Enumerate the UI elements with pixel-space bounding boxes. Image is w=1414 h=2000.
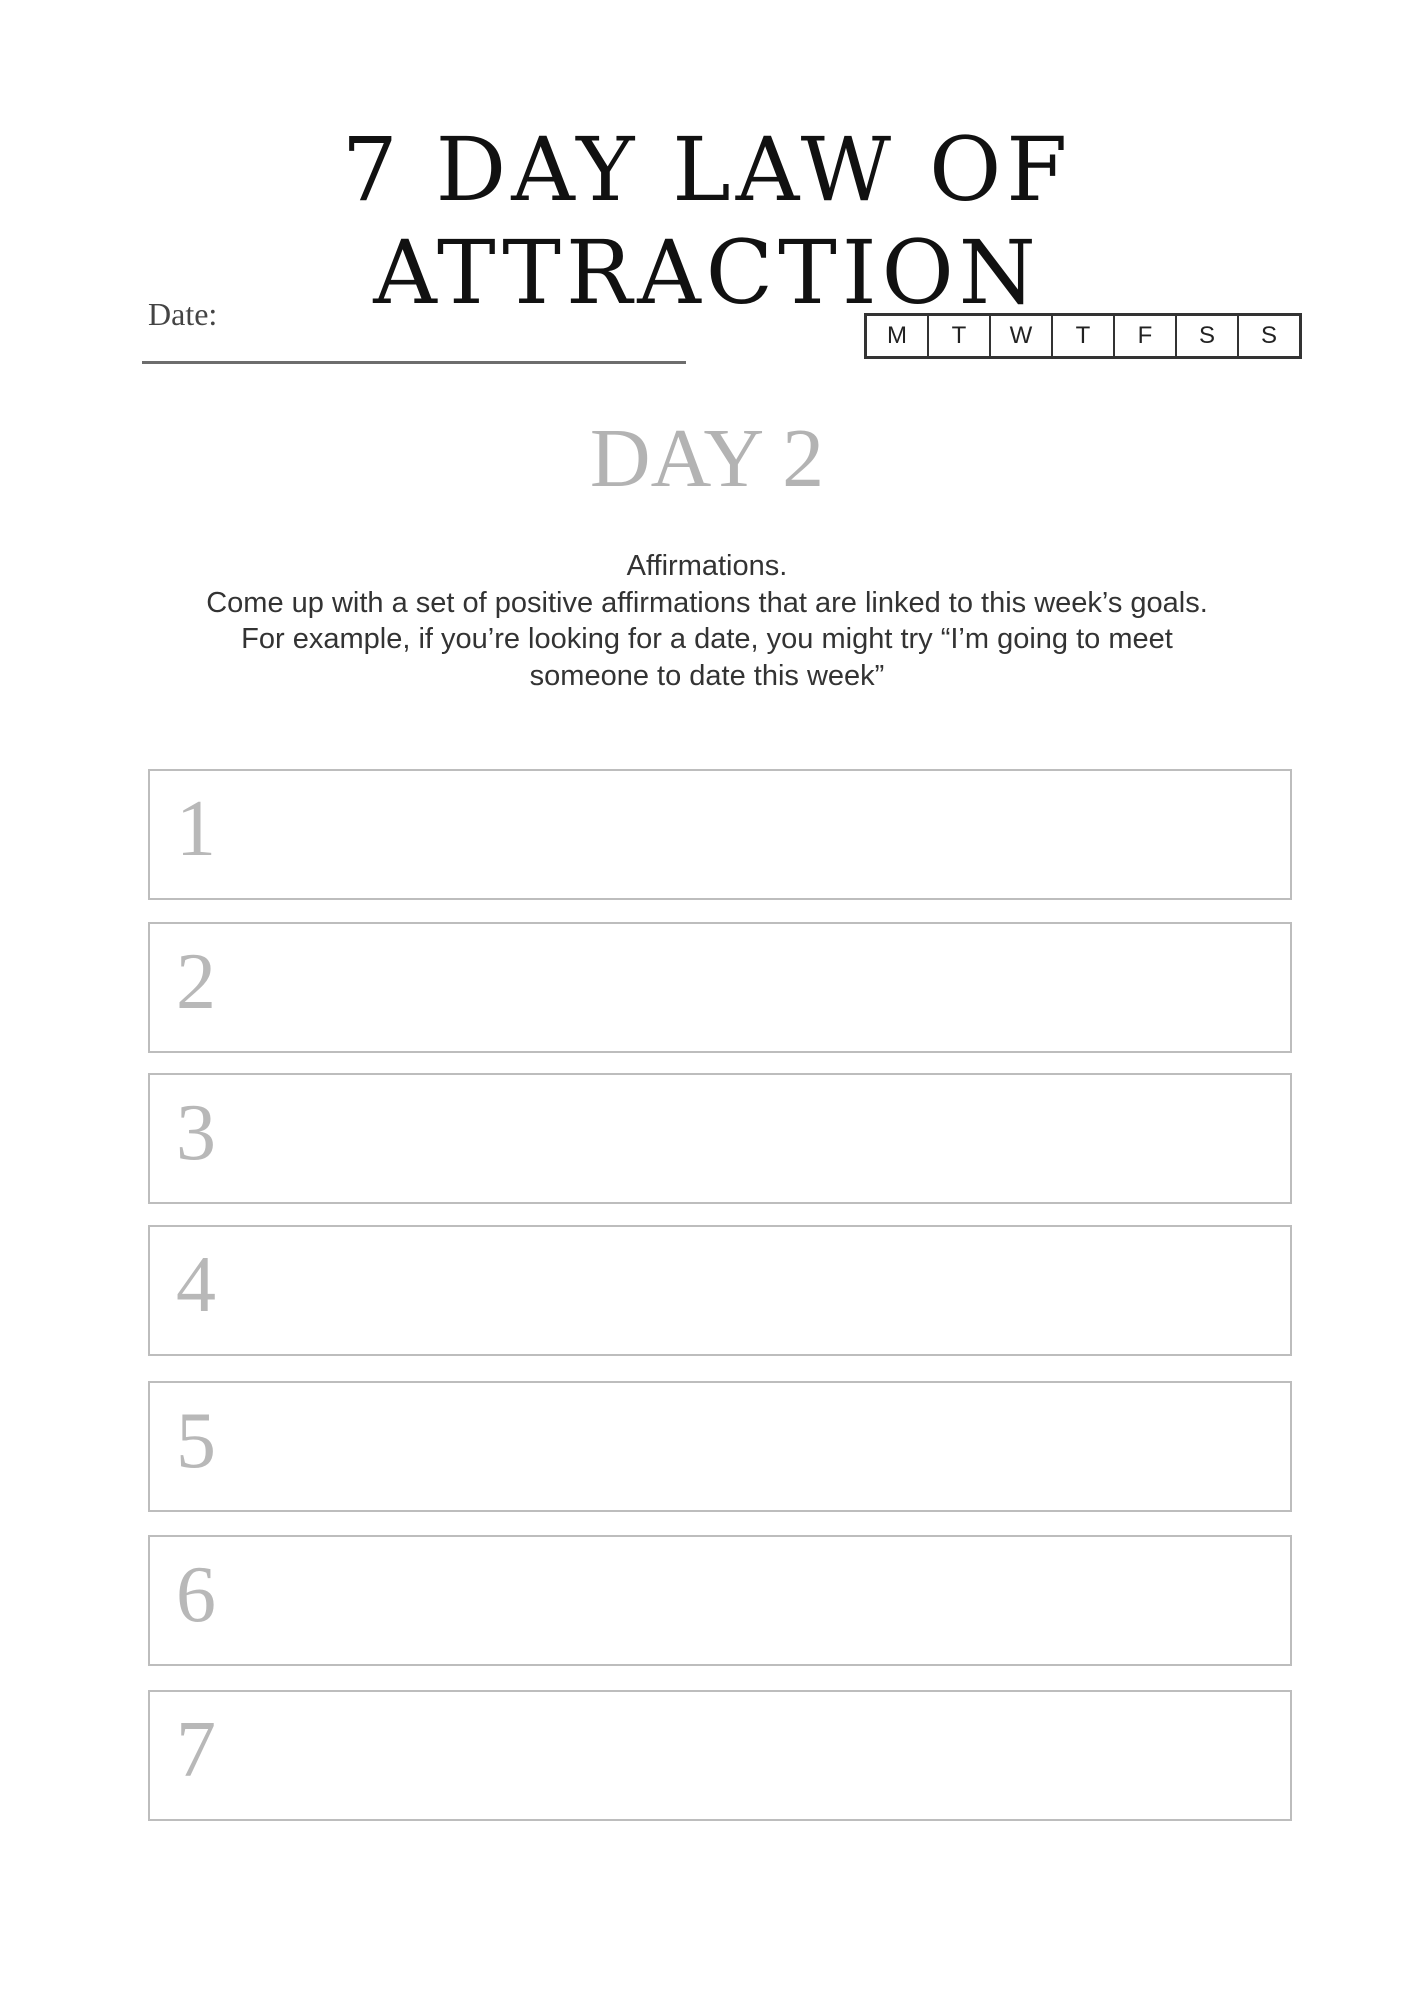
affirmation-box[interactable] bbox=[148, 1073, 1292, 1204]
affirmation-box[interactable] bbox=[148, 1225, 1292, 1356]
instructions-line: Come up with a set of positive affirmations that are linked to this week’s goals. bbox=[206, 586, 1208, 619]
instructions-line: someone to date this week” bbox=[529, 659, 885, 692]
entry-number: 4 bbox=[176, 1241, 216, 1329]
affirmation-box[interactable] bbox=[148, 769, 1292, 900]
weekday-box[interactable]: T bbox=[1051, 316, 1113, 356]
weekday-box[interactable]: W bbox=[989, 316, 1051, 356]
entry-number: 6 bbox=[176, 1551, 216, 1639]
weekday-box[interactable]: M bbox=[887, 322, 907, 349]
instructions-line: For example, if you’re looking for a date, you might try “I’m going to meet bbox=[241, 623, 1173, 655]
entry-number: 3 bbox=[176, 1089, 216, 1177]
affirmation-box[interactable] bbox=[148, 1535, 1292, 1666]
instructions bbox=[100, 548, 1314, 694]
date-label: Date: bbox=[148, 296, 218, 332]
instructions-heading: Affirmations. bbox=[626, 550, 788, 582]
entry-number: 5 bbox=[176, 1397, 216, 1485]
weekday-box[interactable]: F bbox=[1113, 316, 1175, 356]
weekday-box[interactable]: S bbox=[1237, 316, 1299, 356]
weekday-selector bbox=[864, 313, 1302, 359]
date-input-line[interactable] bbox=[142, 361, 686, 364]
day-heading: DAY 2 bbox=[589, 412, 825, 505]
entry-number: 7 bbox=[176, 1706, 216, 1794]
entry-number: 1 bbox=[176, 785, 216, 873]
affirmation-box[interactable] bbox=[148, 1381, 1292, 1512]
entry-number: 2 bbox=[176, 938, 216, 1026]
page-title: 7 DAY LAW OF ATTRACTION bbox=[341, 118, 1073, 324]
weekday-box[interactable]: S bbox=[1175, 316, 1237, 356]
affirmation-box[interactable] bbox=[148, 922, 1292, 1053]
weekday-box[interactable]: T bbox=[927, 316, 989, 356]
affirmation-box[interactable] bbox=[148, 1690, 1292, 1821]
